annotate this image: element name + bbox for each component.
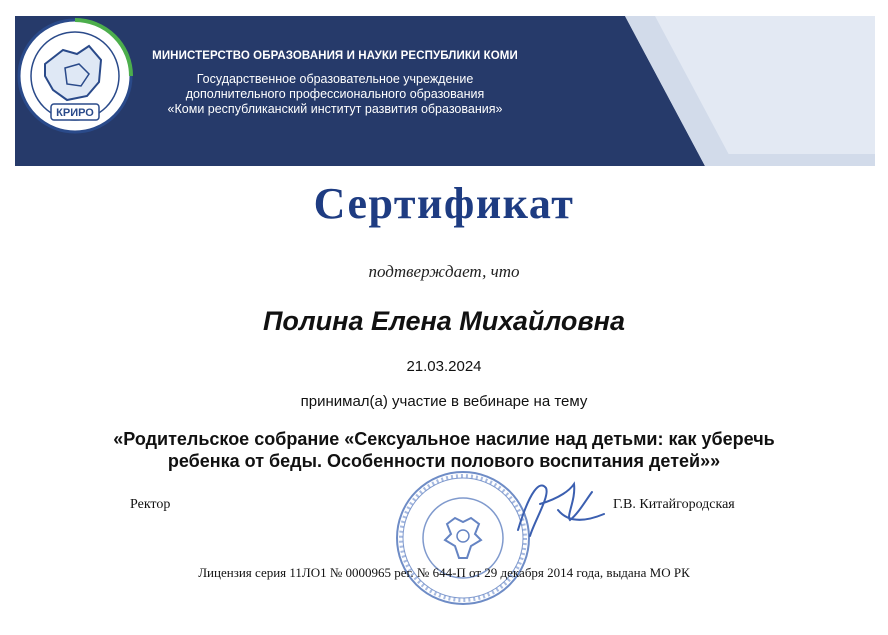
signer-name: Г.В. Китайгородская [613,497,735,512]
event-date: 21.03.2024 [406,358,482,375]
ministry-name: МИНИСТЕРСТВО ОБРАЗОВАНИЯ И НАУКИ РЕСПУБЛИКИ КОМИ [152,50,518,62]
header-banner [15,16,875,166]
logo-text: КРИРО [56,107,94,119]
confirms-text: подтверждает, что [368,262,520,281]
institution-line-1: Государственное образовательное учреждение [196,72,474,86]
topic-line-1: «Родительское собрание «Сексуальное насилие над детьми: как уберечь [113,429,775,449]
institution-line-2: дополнительного профессионального образования [185,87,485,101]
topic-line-2: ребенка от беды. Особенности полового воспитания детей»» [167,451,721,471]
webinar-topic [60,428,828,472]
institution-line-3: «Коми республиканский институт развития образования» [167,102,503,116]
recipient-name: Полина Елена Михайловна [262,306,626,336]
rector-title: Ректор [130,497,171,512]
license-text: Лицензия серия 11ЛО1 № 0000965 рег. № 644-П от 29 декабря 2014 года, выдана МО РК [198,565,690,580]
rector-signature [500,470,610,550]
certificate-title: Сертификат [313,179,575,228]
kriro-logo [15,16,135,136]
participation-text: принимал(а) участие в вебинаре на тему [300,393,588,410]
banner-text [115,50,555,117]
